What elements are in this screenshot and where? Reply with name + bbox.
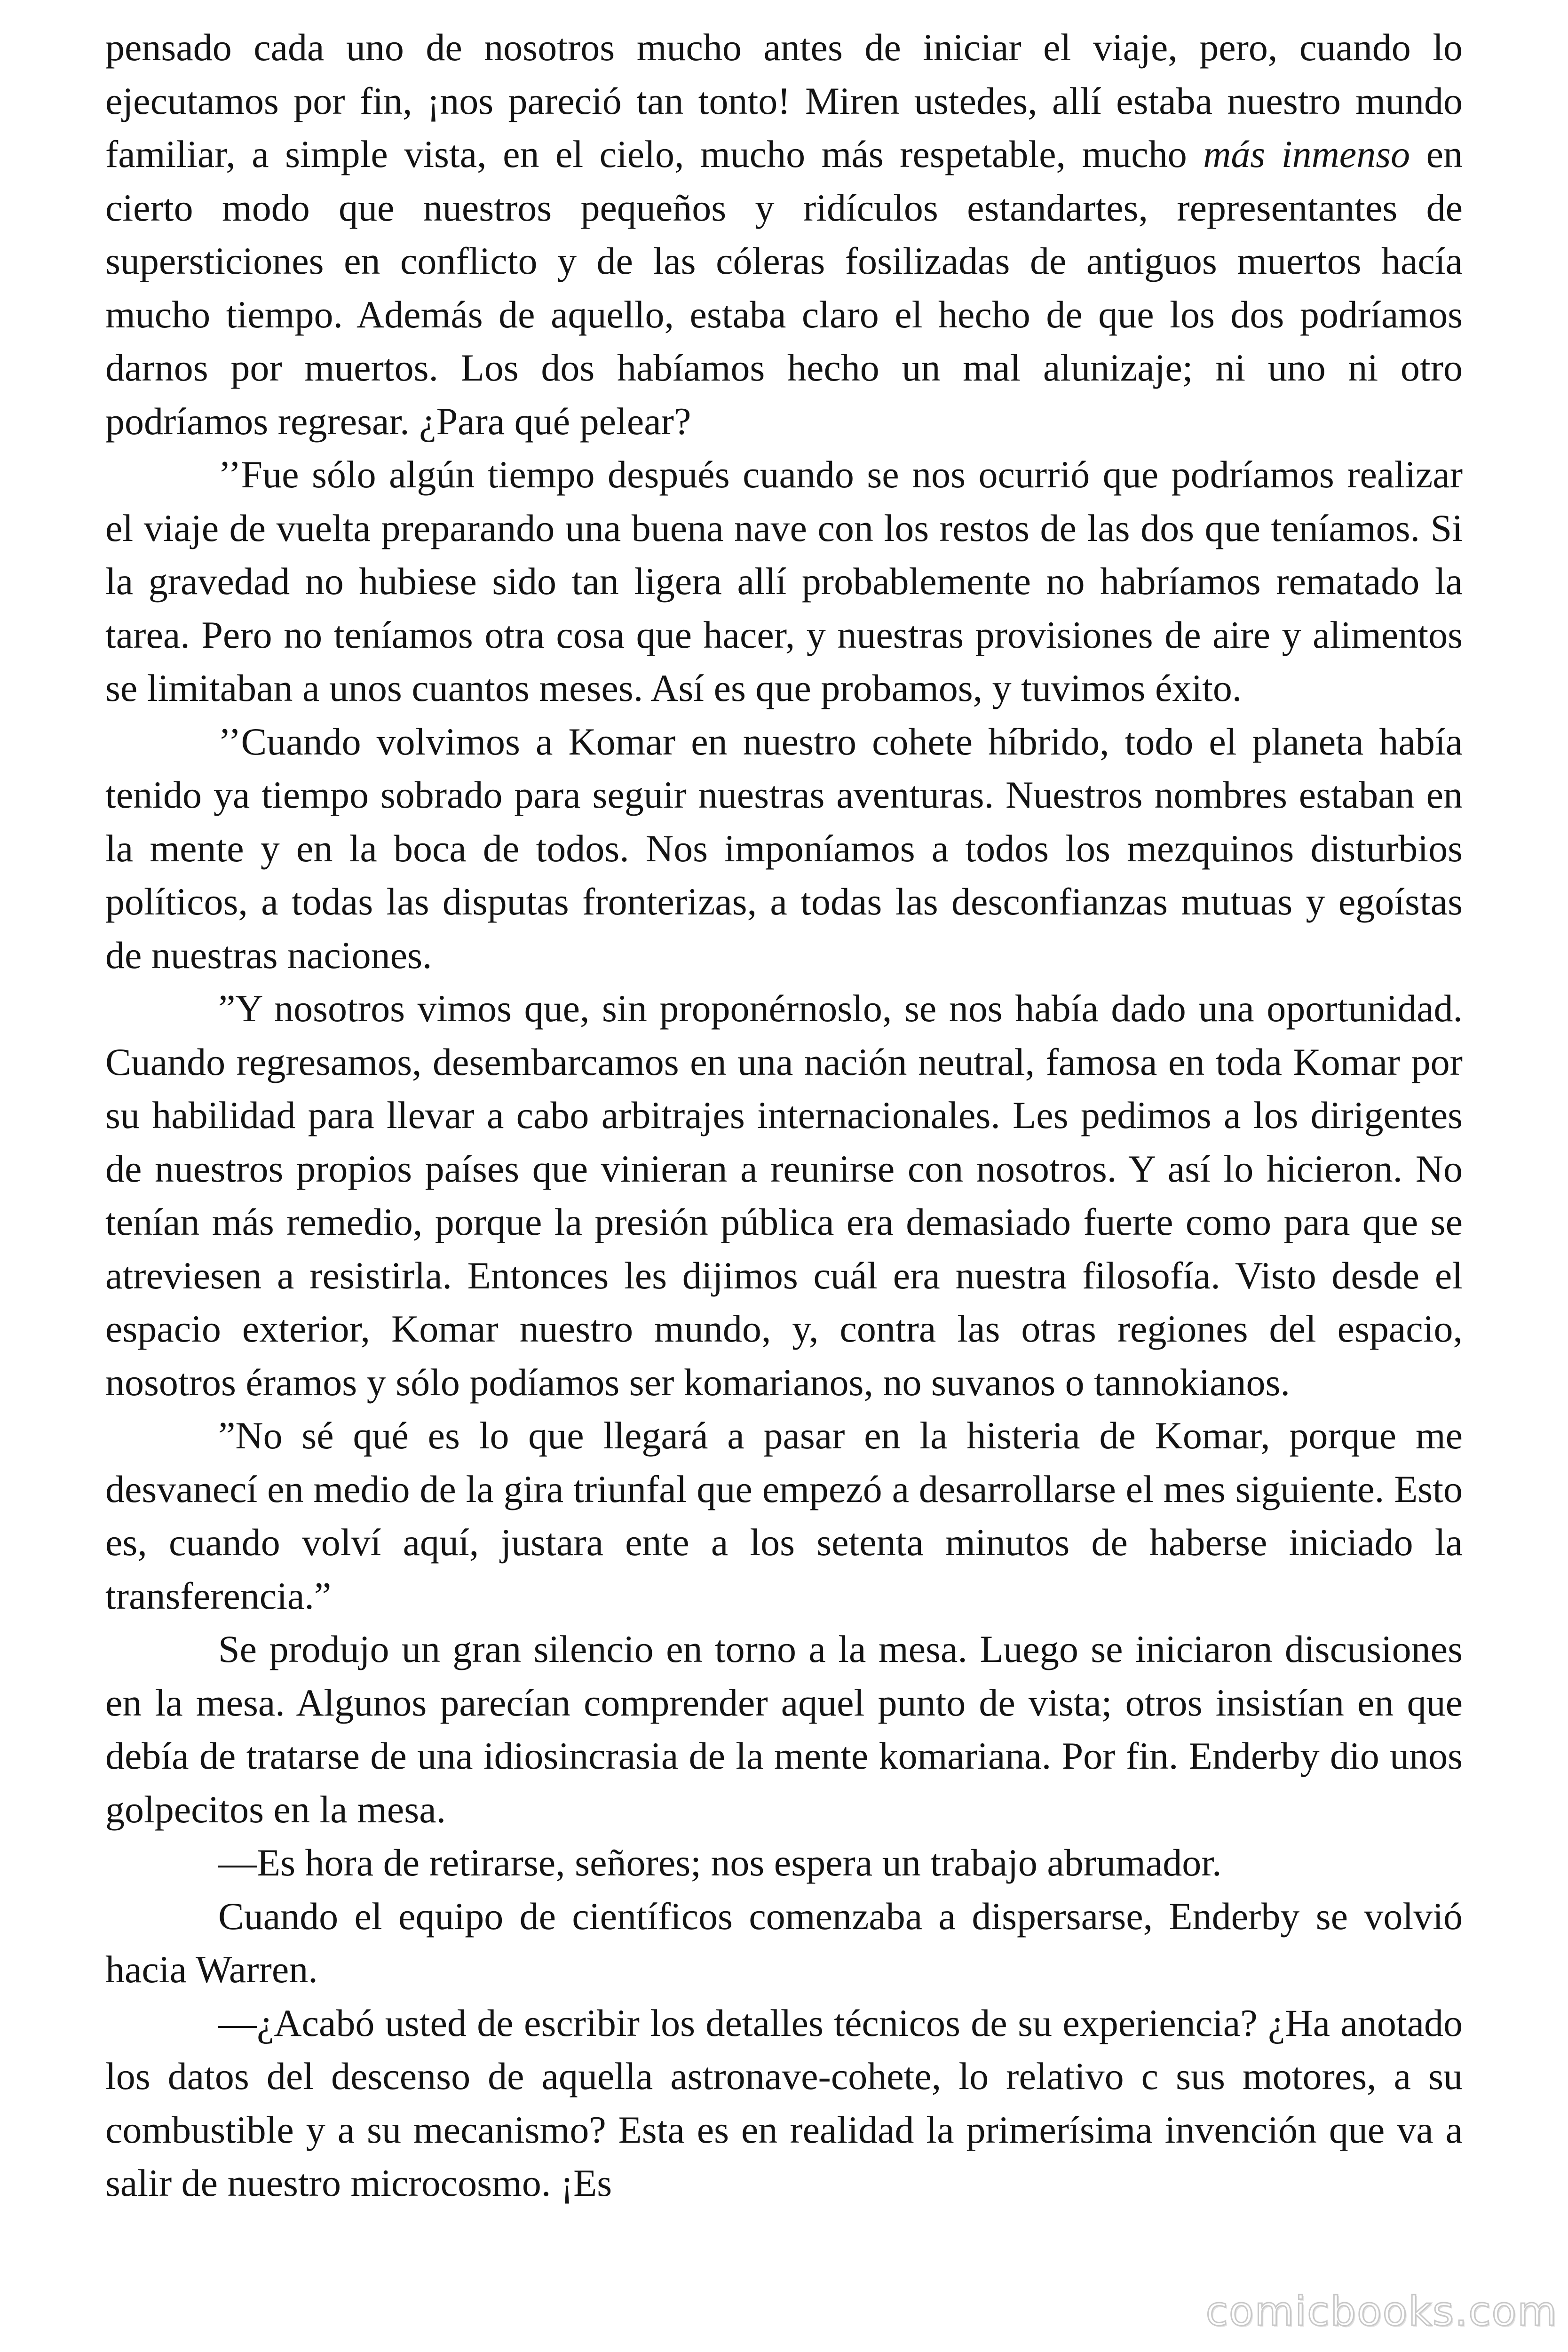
paragraph-text: ”No sé qué es lo que llegará a pasar en la histeria de Komar, porque me desvanecí en medio de la gira triunfal que empezó a desarrollarse el mes siguiente. Esto es, cuando volví aquí, justara ente a los setenta minutos de haberse iniciado la transferencia.”: [105, 1414, 1463, 1617]
paragraph-text: ’’Fue sólo algún tiempo después cuando se nos ocurrió que podríamos realizar el viaje de vuelta preparando una buena nave con los restos de las dos que teníamos. Si la gravedad no hubiese sido tan ligera allí probablemente no habríamos rematado la tarea. Pero no teníamos otra cosa que hacer, y nuestras provisiones de aire y alimentos se limitaban a unos cuantos meses. Así es que probamos, y tuvimos éxito.: [105, 453, 1463, 709]
paragraph-text: ’’Cuando volvimos a Komar en nuestro cohete híbrido, todo el planeta había tenido ya tiempo sobrado para seguir nuestras aventuras. Nuestros nombres estaban en la mente y en la boca de todos. Nos imponíamos a todos los mezquinos disturbios políticos, a todas las disputas fronterizas, a todas las desconfianzas mutuas y egoístas de nuestras naciones.: [105, 720, 1463, 977]
paragraph-text: Cuando el equipo de científicos comenzaba a dispersarse, Enderby se volvió hacia Warren.: [105, 1894, 1463, 1991]
paragraph-text: ”Y nosotros vimos que, sin proponérnoslo, se nos había dado una oportunidad. Cuando regresamos, desembarcamos en una nación neutral, famosa en toda Komar por su habilidad para llevar a cabo arbitrajes internacionales. Les pedimos a los dirigentes de nuestros propios países que vinieran a reunirse con nosotros. Y así lo hicieron. No tenían más remedio, porque la presión pública era demasiado fuerte como para que se atreviesen a resistirla. Entonces les dijimos cuál era nuestra filosofía. Visto desde el espacio exterior, Komar nuestro mundo, y, contra las otras regiones del espacio, nosotros éramos y sólo podíamos ser komarianos, no suvanos o tannokianos.: [105, 987, 1463, 1404]
paragraph-text: —Es hora de retirarse, señores; nos espera un trabajo abrumador.: [218, 1841, 1222, 1884]
book-page-text: [105, 21, 1463, 2210]
paragraph: [105, 21, 1463, 448]
paragraph-text: pensado cada uno de nosotros mucho antes de iniciar el viaje, pero, cuando lo ejecutamos por fin, ¡nos pareció tan tonto! Miren ustedes, allí estaba nuestro mundo familiar, a simple vista, en el cielo, mucho más respetable, mucho: [105, 26, 1463, 175]
paragraph: [105, 1890, 1463, 1996]
paragraph-text: Se produjo un gran silencio en torno a la mesa. Luego se iniciaron discusiones en la mesa. Algunos parecían comprender aquel punto de vista; otros insistían en que debía de tratarse de una idiosincrasia de la mente komariana. Por fin. Enderby dio unos golpecitos en la mesa.: [105, 1628, 1463, 1831]
italic-text: más inmenso: [1203, 133, 1410, 175]
paragraph: [105, 1409, 1463, 1622]
paragraph: [105, 1996, 1463, 2210]
paragraph: [105, 448, 1463, 715]
paragraph: [105, 1836, 1463, 1890]
paragraph-text: —¿Acabó usted de escribir los detalles técnicos de su experiencia? ¿Ha anotado los datos del descenso de aquella astronave-cohete, lo relativo c sus motores, a su combustible y a su mecanismo? Esta es en realidad la primerísima invención que va a salir de nuestro microcosmo. ¡Es: [105, 2001, 1463, 2204]
paragraph: [105, 1622, 1463, 1836]
site-watermark: comicbooks.com: [1205, 2288, 1558, 2335]
paragraph-text: en cierto modo que nuestros pequeños y ridículos estandartes, representantes de supersticiones en conflicto y de las cóleras fosilizadas de antiguos muertos hacía mucho tiempo. Además de aquello, estaba claro el hecho de que los dos podríamos darnos por muertos. Los dos habíamos hecho un mal alunizaje; ni uno ni otro podríamos regresar. ¿Para qué pelear?: [105, 133, 1463, 443]
paragraph: [105, 982, 1463, 1409]
paragraph: [105, 715, 1463, 982]
